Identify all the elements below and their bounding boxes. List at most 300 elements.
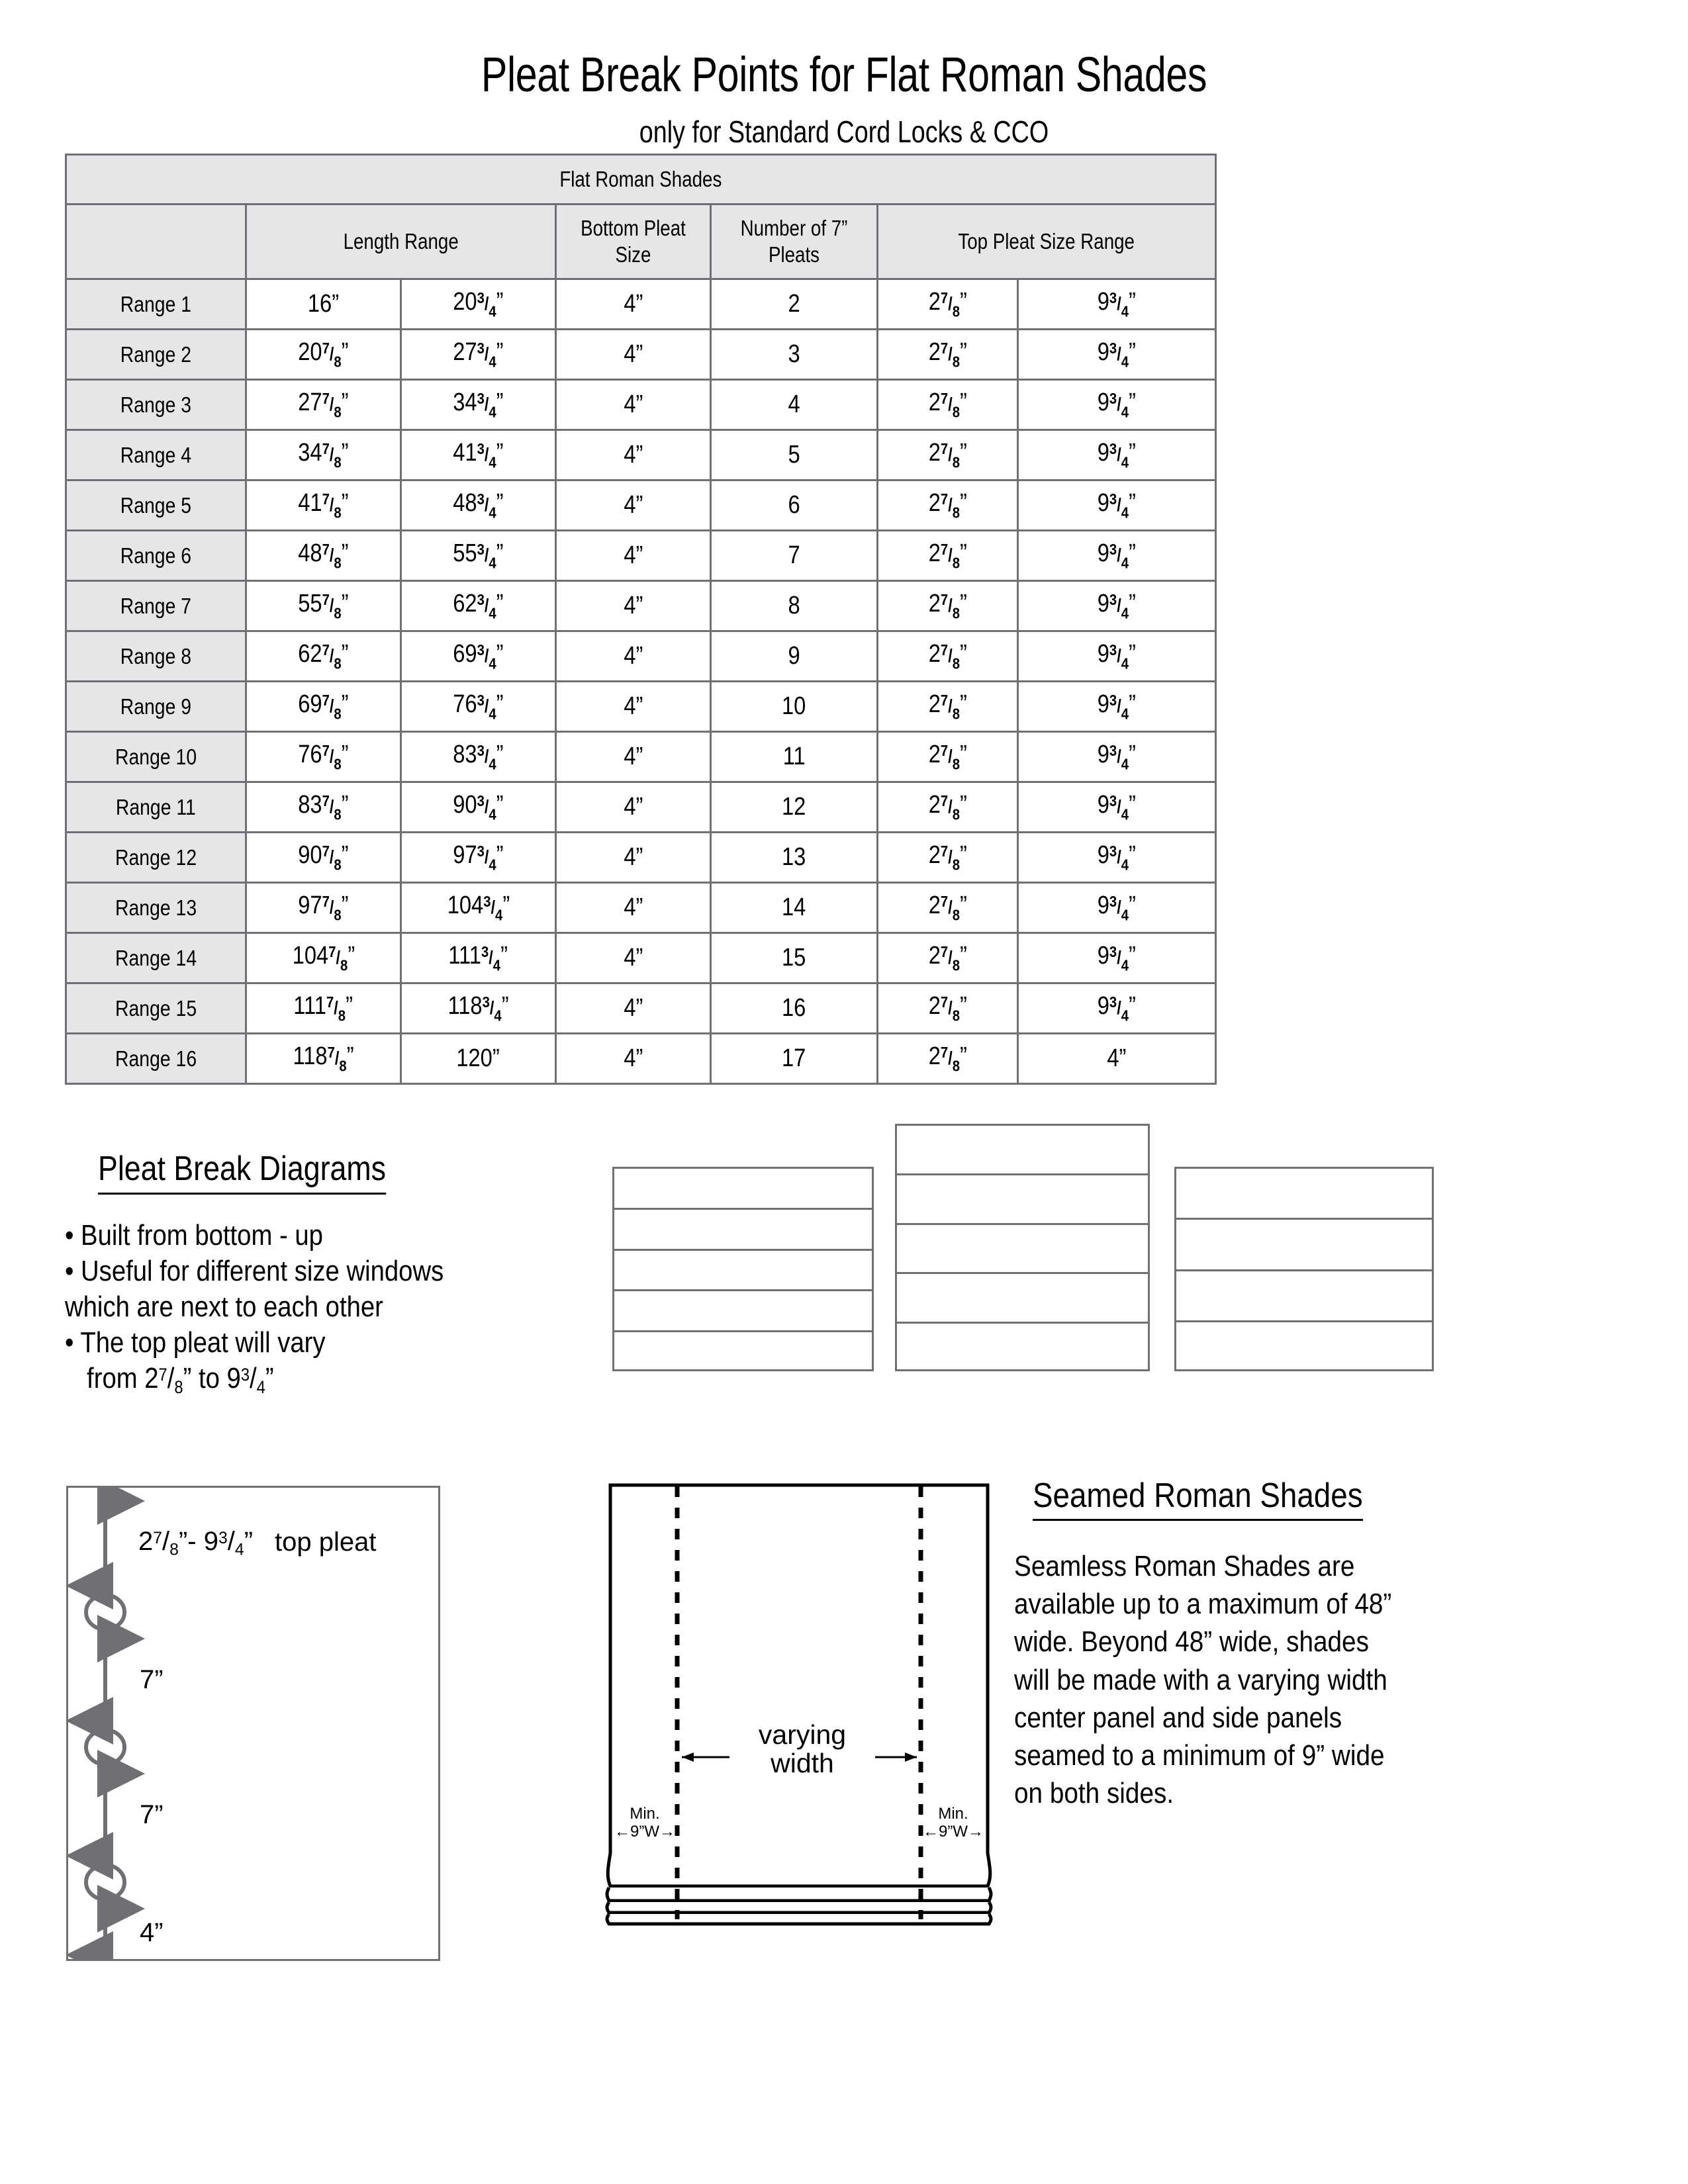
mixed-fraction: $34^3/_4$” (453, 388, 504, 421)
cell-value (928, 1042, 966, 1075)
table-caption-text: Flat Roman Shades (559, 167, 722, 191)
cell-pleat-count: 17 (711, 1034, 878, 1084)
cell-length-max (401, 682, 556, 732)
mixed-fraction: $90^7/_8$” (298, 841, 349, 874)
cell-top-pleat-min (878, 380, 1018, 430)
table-row (66, 581, 1216, 631)
cell-top-pleat-min (878, 883, 1018, 933)
cell-range: Range 6 (66, 531, 246, 581)
cell-value (1098, 992, 1136, 1025)
cell-length-max (401, 883, 556, 933)
cell-top-pleat-min (878, 631, 1018, 682)
table-caption-cell (66, 155, 1216, 205)
cell-pleat-count: 10 (711, 682, 878, 732)
cell-value (928, 741, 966, 774)
cell-top-pleat-min (878, 279, 1018, 330)
cell-bottom-pleat: 4” (556, 782, 711, 833)
table-row (66, 883, 1216, 933)
cell-top-pleat-max (1018, 279, 1216, 330)
fraction-7-8: $^7/_8$ (153, 1527, 179, 1559)
table-header-row (66, 205, 1216, 279)
table-row (66, 330, 1216, 380)
mixed-fraction: $9^3/_4$” (1097, 891, 1137, 924)
mixed-fraction: $9^3/_4$” (1097, 589, 1137, 622)
cell-top-pleat-max (1018, 480, 1216, 531)
cell-top-pleat-min (878, 1034, 1018, 1084)
mixed-fraction: $9^3/_4$” (1097, 539, 1137, 572)
cell-value (453, 690, 503, 723)
mixed-fraction: $2^7/_8$” (928, 991, 967, 1024)
table-row (66, 732, 1216, 782)
cell-pleat-count: 16 (711, 983, 878, 1034)
table-row (66, 833, 1216, 883)
cell-pleat-count: 3 (711, 330, 878, 380)
header-top-pleat-size-range: Top Pleat Size Range (878, 205, 1216, 279)
cell-range: Range 9 (66, 682, 246, 732)
pleat-break-diagrams-heading: Pleat Break Diagrams (98, 1149, 386, 1195)
cell-value (447, 891, 510, 925)
cell-bottom-pleat: 4” (556, 531, 711, 581)
cell-bottom-pleat: 4” (556, 983, 711, 1034)
cell-bottom-pleat: 4” (556, 430, 711, 480)
cell-value (447, 992, 508, 1025)
bullet-3-cont: from $2^7/_8$” to $9^3/_4$” (87, 1362, 274, 1398)
cell-length-max (401, 531, 556, 581)
cell-value (1098, 539, 1136, 572)
mixed-fraction: $55^7/_8$” (298, 589, 349, 622)
cell-value (298, 338, 348, 371)
mixed-fraction: $2^7/_8$” (928, 488, 967, 522)
mixed-fraction: $76^7/_8$” (298, 740, 349, 773)
table-row (66, 933, 1216, 983)
cell-pleat-count: 13 (711, 833, 878, 883)
cell-length-max (401, 933, 556, 983)
cell-value (293, 1042, 353, 1075)
cell-pleat-count: 2 (711, 279, 878, 330)
cell-value (453, 791, 503, 824)
cell-value: 120” (456, 1044, 500, 1072)
cell-range: Range 2 (66, 330, 246, 380)
cell-length-min (246, 531, 401, 581)
cell-length-min (246, 833, 401, 883)
cell-pleat-count: 11 (711, 732, 878, 782)
mixed-fraction: $2^7/_8$” (928, 790, 967, 823)
cell-length-min (246, 330, 401, 380)
cell-value (453, 288, 503, 321)
mixed-fraction: $9^3/_4$” (1097, 287, 1137, 320)
cell-length-max (401, 480, 556, 531)
cell-length-min (246, 480, 401, 531)
cell-value (298, 489, 348, 522)
cell-top-pleat-max (1018, 531, 1216, 581)
table-row (66, 380, 1216, 430)
cell-value (298, 590, 348, 623)
cell-value (928, 288, 966, 321)
cell-bottom-pleat: 4” (556, 732, 711, 782)
header-length-range: Length Range (246, 205, 556, 279)
mixed-fraction: $62^3/_4$” (453, 589, 504, 622)
cell-range: Range 14 (66, 933, 246, 983)
page-subtitle: only for Standard Cord Locks & CCO (639, 114, 1049, 149)
mixed-fraction: $9^3/_4$” (1097, 488, 1137, 522)
pleat-segment (897, 1225, 1148, 1275)
fraction-3-4: $^3/_4$ (240, 1362, 265, 1398)
cell-value (928, 439, 966, 472)
pleat-stack-left (612, 1167, 874, 1371)
cell-bottom-pleat: 4” (556, 883, 711, 933)
mixed-fraction: $2^7/_8$” (928, 287, 967, 320)
cell-length-max (401, 1034, 556, 1084)
pleat-segment (1176, 1322, 1432, 1373)
cell-pleat-count: 12 (711, 782, 878, 833)
min-width-right: Min. ←9”W→ (923, 1805, 984, 1841)
cell-value (928, 338, 966, 371)
cell-value (453, 590, 503, 623)
cell-range: Range 13 (66, 883, 246, 933)
bullet-3: • The top pleat will vary (65, 1326, 326, 1359)
mixed-fraction: $118^7/_8$” (293, 1042, 354, 1075)
cell-value (928, 942, 966, 975)
cell-pleat-count: 15 (711, 933, 878, 983)
top-pleat-label: top pleat (275, 1527, 377, 1557)
mixed-fraction: $2^7/_8$” (928, 539, 967, 572)
cell-length-max (401, 782, 556, 833)
cell-top-pleat-min (878, 933, 1018, 983)
cell-bottom-pleat: 4” (556, 682, 711, 732)
pleat-segment (897, 1126, 1148, 1175)
pleat-segment (614, 1210, 872, 1251)
mixed-fraction: $62^7/_8$” (298, 639, 349, 672)
cell-top-pleat-min (878, 833, 1018, 883)
cell-range: Range 8 (66, 631, 246, 682)
table-row (66, 531, 1216, 581)
table-row (66, 782, 1216, 833)
cell-value (928, 690, 966, 723)
pleat-segment (1176, 1271, 1432, 1322)
header-bottom-pleat-size: Bottom Pleat Size (556, 205, 711, 279)
mixed-fraction: $97^3/_4$” (453, 841, 504, 874)
mixed-fraction: $2^7/_8$” (928, 740, 967, 773)
cell-bottom-pleat: 4” (556, 330, 711, 380)
table-row (66, 631, 1216, 682)
mixed-fraction: $20^7/_8$” (298, 338, 349, 371)
pleat-stack-center (895, 1124, 1150, 1371)
cell-value (453, 439, 503, 472)
cell-top-pleat-min (878, 531, 1018, 581)
table-row (66, 682, 1216, 732)
cell-value (1098, 439, 1136, 472)
cell-bottom-pleat: 4” (556, 1034, 711, 1084)
mixed-fraction: $118^3/_4$” (447, 991, 509, 1024)
cell-pleat-count: 4 (711, 380, 878, 430)
cell-top-pleat-min (878, 330, 1018, 380)
cell-length-max (401, 983, 556, 1034)
mixed-fraction: $9^3/_4$” (1097, 639, 1137, 672)
cell-range: Range 16 (66, 1034, 246, 1084)
cell-top-pleat-max (1018, 782, 1216, 833)
cell-top-pleat-max (1018, 330, 1216, 380)
pleat-break-points-table (65, 154, 1217, 1085)
header-blank (66, 205, 246, 279)
shade-outline-svg (583, 1456, 1019, 1959)
cell-length-max (401, 279, 556, 330)
cell-value (1098, 690, 1136, 723)
cell-top-pleat-max (1018, 380, 1216, 430)
cell-value (298, 891, 348, 925)
mixed-fraction: $9^3/_4$” (1097, 991, 1137, 1024)
table-row (66, 430, 1216, 480)
cell-value (928, 992, 966, 1025)
cell-top-pleat-max (1018, 581, 1216, 631)
varying-width-label: varying width (729, 1721, 875, 1778)
cell-bottom-pleat: 4” (556, 933, 711, 983)
cell-range: Range 12 (66, 833, 246, 883)
cell-value (1098, 288, 1136, 321)
mixed-fraction: $104^3/_4$” (447, 891, 510, 924)
table-row (66, 983, 1216, 1034)
bullet-2: • Useful for different size windows (65, 1255, 444, 1288)
seamed-roman-shades-body: Seamless Roman Shades are available up to a maximum of 48” wide. Beyond 48” wide, shades will be made with a varying width center panel and side panels seamed to a minimum of 9” wide on both sides. (1014, 1550, 1392, 1810)
cell-value (928, 388, 966, 422)
cell-range: Range 1 (66, 279, 246, 330)
cell-top-pleat-min (878, 782, 1018, 833)
cell-length-min (246, 732, 401, 782)
header-number-of-pleats: Number of 7” Pleats (711, 205, 878, 279)
mixed-fraction: $9^3/_4$” (1097, 388, 1137, 421)
cell-value (298, 539, 348, 572)
cell-range: Range 3 (66, 380, 246, 430)
pleat-segment (614, 1251, 872, 1292)
cell-value (298, 841, 348, 874)
cell-value: 4” (1107, 1044, 1127, 1072)
cell-value (928, 539, 966, 572)
mixed-fraction: $69^3/_4$” (453, 639, 504, 672)
pleat-segment (614, 1169, 872, 1210)
mixed-fraction: $41^3/_4$” (453, 438, 504, 471)
cell-top-pleat-max (1018, 833, 1216, 883)
mixed-fraction: $76^3/_4$” (453, 690, 504, 723)
cell-value (1098, 741, 1136, 774)
pleat-segment (1176, 1169, 1432, 1220)
cell-top-pleat-max (1018, 732, 1216, 782)
cell-top-pleat-max (1018, 1034, 1216, 1084)
mixed-fraction: $2^7/_8$” (928, 639, 967, 672)
cell-length-min (246, 782, 401, 833)
cell-value (292, 942, 355, 975)
cell-value (1098, 942, 1136, 975)
bullet-1: • Built from bottom - up (65, 1219, 323, 1251)
mixed-fraction: $9^3/_4$” (1097, 338, 1137, 371)
cell-bottom-pleat: 4” (556, 631, 711, 682)
mixed-fraction: $34^7/_8$” (298, 438, 349, 471)
pleat-segment (897, 1324, 1148, 1373)
cell-top-pleat-min (878, 732, 1018, 782)
cell-value (1098, 640, 1136, 673)
cell-length-min (246, 581, 401, 631)
cell-value (928, 590, 966, 623)
cell-range: Range 15 (66, 983, 246, 1034)
cell-value (449, 942, 508, 975)
cell-length-max (401, 581, 556, 631)
cell-length-max (401, 833, 556, 883)
cell-pleat-count: 7 (711, 531, 878, 581)
mixed-fraction: $90^3/_4$” (453, 790, 504, 823)
cell-length-min (246, 682, 401, 732)
cell-length-min (246, 933, 401, 983)
cell-value (453, 489, 503, 522)
cell-value (453, 338, 503, 371)
cell-range: Range 11 (66, 782, 246, 833)
cell-value (298, 690, 348, 723)
cell-value (1098, 891, 1136, 925)
cell-top-pleat-max (1018, 983, 1216, 1034)
mixed-fraction: $41^7/_8$” (298, 488, 349, 522)
cell-bottom-pleat: 4” (556, 480, 711, 531)
mixed-fraction: $27^7/_8$” (298, 388, 349, 421)
cell-range: Range 10 (66, 732, 246, 782)
pleat-segment (897, 1175, 1148, 1225)
cell-value (928, 841, 966, 874)
cell-length-min (246, 1034, 401, 1084)
mixed-fraction: $27^3/_4$” (453, 338, 504, 371)
cell-length-min (246, 983, 401, 1034)
pleat-measurement-diagram (66, 1486, 440, 1961)
cell-length-max (401, 330, 556, 380)
cell-value (453, 841, 503, 874)
measurement-arrows-svg (68, 1488, 438, 1959)
cell-top-pleat-min (878, 480, 1018, 531)
cell-value (298, 791, 348, 824)
seamed-roman-shades-heading: Seamed Roman Shades (1033, 1476, 1363, 1521)
mixed-fraction: $9^3/_4$” (1097, 740, 1137, 773)
cell-value (298, 741, 348, 774)
cell-range: Range 7 (66, 581, 246, 631)
bullet-2-cont: which are next to each other (65, 1291, 383, 1324)
mixed-fraction: $2^7/_8$” (928, 589, 967, 622)
mixed-fraction: $9^3/_4$” (1097, 941, 1137, 974)
table-caption-row (66, 155, 1216, 205)
pleat-stack-right (1174, 1167, 1434, 1371)
cell-value (928, 640, 966, 673)
mixed-fraction: $2^7/_8$” (928, 941, 967, 974)
mixed-fraction: $9^3/_4$” (1097, 841, 1137, 874)
cell-pleat-count: 14 (711, 883, 878, 933)
mixed-fraction: $2^7/_8$” (928, 338, 967, 371)
cell-length-max (401, 631, 556, 682)
cell-value: 16” (307, 290, 340, 318)
pleat-segment (614, 1332, 872, 1373)
cell-value (1098, 841, 1136, 874)
mixed-fraction: $2^7/_8$” (928, 891, 967, 924)
table-row (66, 279, 1216, 330)
cell-bottom-pleat: 4” (556, 833, 711, 883)
mixed-fraction: $9^3/_4$” (1097, 690, 1137, 723)
pleat-segment (897, 1274, 1148, 1324)
mixed-fraction: $83^7/_8$” (298, 790, 349, 823)
seamed-shade-diagram (583, 1456, 1019, 1959)
mixed-fraction: $83^3/_4$” (453, 740, 504, 773)
mixed-fraction: $2^7/_8$” (928, 438, 967, 471)
cell-bottom-pleat: 4” (556, 279, 711, 330)
cell-value (1098, 489, 1136, 522)
mixed-fraction: $104^7/_8$” (292, 941, 355, 974)
cell-value (298, 640, 348, 673)
mixed-fraction: $48^7/_8$” (298, 539, 349, 572)
table-row (66, 1034, 1216, 1084)
cell-top-pleat-min (878, 581, 1018, 631)
cell-value (294, 992, 353, 1025)
cell-top-pleat-max (1018, 883, 1216, 933)
cell-value (453, 539, 503, 572)
cell-top-pleat-max (1018, 682, 1216, 732)
fraction-3-4: $^3/_4$ (218, 1527, 244, 1559)
mixed-fraction: $97^7/_8$” (298, 891, 349, 924)
cell-value (298, 388, 348, 422)
cell-pleat-count: 6 (711, 480, 878, 531)
cell-range: Range 4 (66, 430, 246, 480)
cell-pleat-count: 8 (711, 581, 878, 631)
cell-length-min (246, 430, 401, 480)
cell-top-pleat-max (1018, 933, 1216, 983)
cell-length-max (401, 380, 556, 430)
pleat-break-diagrams-bullets (65, 1218, 514, 1398)
mixed-fraction: $9^3/_4$” (1097, 790, 1137, 823)
pleat-segment (614, 1291, 872, 1332)
cell-bottom-pleat: 4” (556, 380, 711, 430)
cell-top-pleat-max (1018, 631, 1216, 682)
cell-length-min (246, 279, 401, 330)
cell-value (1098, 338, 1136, 371)
mixed-fraction: $20^3/_4$” (453, 287, 504, 320)
cell-pleat-count: 9 (711, 631, 878, 682)
cell-value (1098, 590, 1136, 623)
mixed-fraction: $48^3/_4$” (453, 488, 504, 522)
cell-top-pleat-min (878, 983, 1018, 1034)
top-pleat-range-label: $2^7/_8”-$ $9^3/_4$” (138, 1527, 254, 1559)
cell-top-pleat-min (878, 430, 1018, 480)
min-width-left: Min. ←9”W→ (614, 1805, 675, 1841)
cell-value (453, 741, 503, 774)
gap-label-1: 7” (140, 1665, 164, 1694)
cell-length-min (246, 380, 401, 430)
pleat-segment (1176, 1220, 1432, 1271)
mixed-fraction: $9^3/_4$” (1097, 438, 1137, 471)
cell-value (453, 640, 503, 673)
mixed-fraction: $2^7/_8$” (928, 1042, 967, 1075)
cell-value (298, 439, 348, 472)
cell-length-max (401, 430, 556, 480)
cell-value (928, 489, 966, 522)
cell-value (928, 791, 966, 824)
cell-pleat-count: 5 (711, 430, 878, 480)
mixed-fraction: $111^3/_4$” (448, 941, 508, 974)
mixed-fraction: $69^7/_8$” (298, 690, 349, 723)
mixed-fraction: $2^7/_8$” (928, 841, 967, 874)
cell-value (1098, 791, 1136, 824)
cell-value (1098, 388, 1136, 422)
cell-top-pleat-max (1018, 430, 1216, 480)
mixed-fraction: $55^3/_4$” (453, 539, 504, 572)
cell-length-max (401, 732, 556, 782)
cell-range: Range 5 (66, 480, 246, 531)
mixed-fraction: $111^7/_8$” (293, 991, 353, 1024)
gap-label-3: 4” (140, 1918, 164, 1947)
fraction-7-8: $^7/_8$ (158, 1362, 183, 1398)
gap-label-2: 7” (140, 1800, 164, 1829)
cell-length-min (246, 883, 401, 933)
cell-length-min (246, 631, 401, 682)
mixed-fraction: $2^7/_8$” (928, 388, 967, 421)
